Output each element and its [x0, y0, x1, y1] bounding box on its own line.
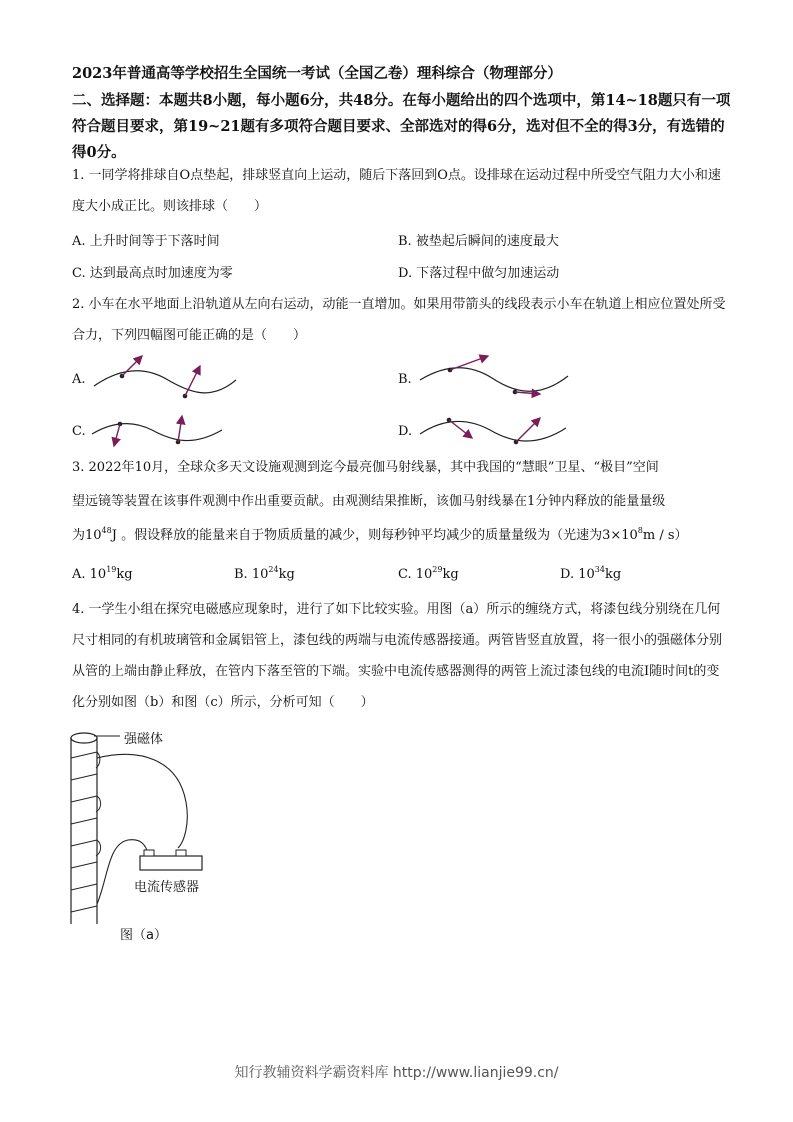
q3-exponent-energy: 48 [101, 526, 112, 535]
question-2-figure-a [90, 352, 240, 404]
q3-a-exp: 19 [106, 565, 117, 574]
q3-c-unit: kg [442, 567, 459, 582]
figure-a-apparatus [68, 728, 248, 948]
question-3-option-b [234, 567, 295, 582]
q3-text-a: 为10 [72, 528, 102, 543]
question-1-option-c: C. 达到最高点时加速度为零 [72, 266, 233, 281]
question-3-option-c [398, 567, 459, 582]
q3-text-b: J 。假设释放的能量来自于物质质量的减少，则每秒钟平均减少的质量量级为（光速为3×10 [111, 528, 638, 543]
q3-b-unit: kg [278, 567, 295, 582]
question-1-option-d: D. 下落过程中做匀加速运动 [398, 266, 560, 281]
question-2-label-d: D. [398, 424, 413, 439]
q3-a-unit: kg [116, 567, 133, 582]
label-magnet: 强磁体 [124, 732, 164, 747]
q3-b-exp: 24 [268, 565, 279, 574]
question-2-label-a: A. [72, 372, 86, 387]
question-3-stem-line-2: 望远镜等装置在该事件观测中作出重要贡献。由观测结果推断，该伽马射线暴在1分钟内释放的能量量级 [72, 494, 666, 509]
q3-a-base: A. 10 [72, 567, 107, 582]
question-2-stem: 2. 小车在水平地面上沿轨道从左向右运动，动能一直增加。如果用带箭头的线段表示小车在轨道上相应位置处所受合力，下列四幅图可能正确的是（ ） [72, 297, 726, 343]
question-1-option-b: B. 被垫起后瞬间的速度最大 [398, 234, 559, 249]
section-instructions: 二、选择题：本题共8小题，每小题6分，共48分。在每小题给出的四个选项中，第14~18题只有一项符合题目要求，第19~21题有多项符合题目要求、全部选对的得6分，选对但不全的得3分，有选错的得0分。 [72, 92, 731, 161]
q3-c-exp: 29 [432, 565, 443, 574]
question-2-figure-d [418, 406, 568, 452]
question-2-figure-b [418, 352, 570, 404]
question-3-stem-line-3 [72, 520, 728, 551]
q3-d-exp: 34 [594, 565, 605, 574]
q3-d-base: D. 10 [560, 567, 595, 582]
exam-title: 2023年普通高等学校招生全国统一考试（全国乙卷）理科综合（物理部分） [72, 65, 562, 82]
q3-d-unit: kg [604, 567, 622, 582]
page-footer: 知行教辅资料学霸资料库 http://www.lianjie99.cn/ [234, 1065, 559, 1081]
q3-c-base: C. 10 [398, 567, 433, 582]
question-2-figure-c [90, 406, 224, 452]
apparatus-drawing [68, 728, 248, 928]
q3-text-c: m / s） [642, 528, 688, 543]
question-3-option-d [560, 567, 621, 582]
question-4-stem: 4. 一学生小组在探究电磁感应现象时，进行了如下比较实验。用图（a）所示的缠绕方式，将漆包线分别绕在几何尺寸相同的有机玻璃管和金属铝管上，漆包线的两端与电流传感器接通。两管皆竖直放置，将一很小的强磁体分别从管的上端由静止释放，在管内下落至管的下端。实验中电流传感器测得的两管上流过漆包线的电流I随时间t的变化分别如图（b）和图（c）所示，分析可知（ ） [72, 602, 723, 710]
question-1-option-a: A. 上升时间等于下落时间 [72, 234, 220, 249]
q3-b-base: B. 10 [234, 567, 269, 582]
question-3-option-a [72, 567, 133, 582]
figure-a-caption: 图（a） [120, 928, 167, 943]
question-1-stem: 1. 一同学将排球自O点垫起，排球竖直向上运动，随后下落回到O点。设排球在运动过程中所受空气阻力大小和速度大小成正比。则该排球（ ） [72, 168, 721, 214]
question-2-label-c: C. [72, 424, 86, 439]
q3-exponent-light: 8 [637, 526, 643, 535]
question-2-label-b: B. [398, 372, 412, 387]
question-3-stem-line-1: 3. 2022年10月，全球众多天文设施观测到迄今最亮伽马射线暴，其中我国的“慧眼”卫星、“极目”空间 [72, 460, 659, 475]
label-current-sensor: 电流传感器 [134, 880, 200, 895]
